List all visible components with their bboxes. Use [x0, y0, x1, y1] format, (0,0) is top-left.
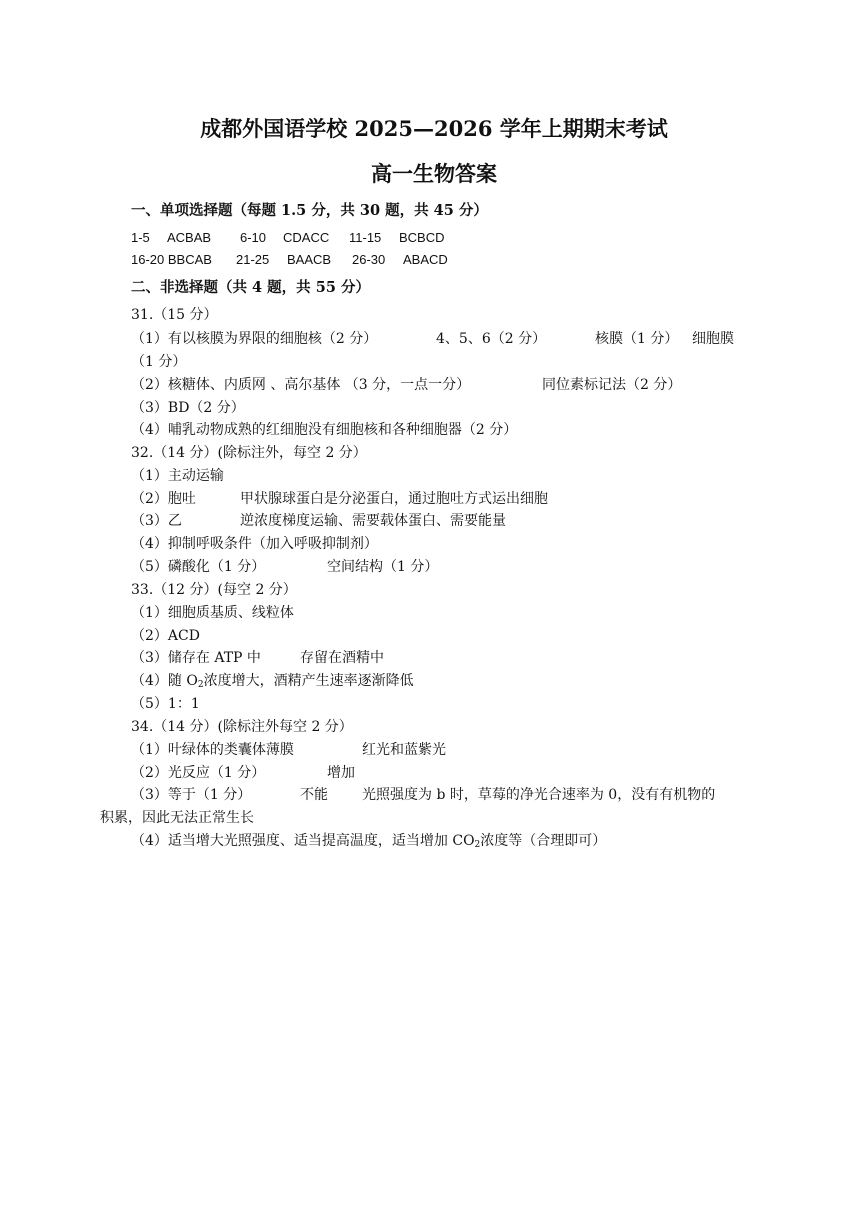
- mcq-range: 11-15: [349, 230, 382, 245]
- subscript-2: 2: [474, 840, 481, 850]
- q31-answer-1c: 核膜（1 分）: [595, 331, 679, 347]
- q33-answer-3: （3）储存在 ATP 中: [131, 650, 261, 666]
- q31-answer-1: （1）有以核膜为界限的细胞核（2 分）: [131, 331, 378, 347]
- subscript-2: 2: [197, 680, 204, 690]
- q31-answer-3: （3）BD（2 分）: [131, 400, 245, 416]
- mcq-answers: ABACD: [403, 252, 448, 267]
- mcq-range: 16-20 BBCAB: [131, 252, 212, 267]
- mcq-range: 6-10: [240, 230, 267, 245]
- q32-answer-2b: 甲状腺球蛋白是分泌蛋白，通过胞吐方式运出细胞: [240, 491, 548, 507]
- q34-answer-4-post: 浓度等（合理即可）: [480, 833, 607, 849]
- q33-answer-4-pre: （4）随 O: [131, 673, 198, 689]
- q34-answer-3b: 不能: [300, 787, 328, 803]
- q31-answer-1e: （1 分）: [131, 354, 187, 370]
- q31-answer-2b: 同位素标记法（2 分）: [542, 377, 682, 393]
- mcq-range: 21-25: [236, 252, 270, 267]
- exam-title: 成都外国语学校 2025—2026 学年上期期末考试: [200, 116, 668, 141]
- q34-answer-2: （2）光反应（1 分）: [131, 765, 266, 781]
- q34-answer-3c: 光照强度为 b 时，草莓的净光合速率为 0，没有有机物的: [362, 787, 716, 803]
- q33-answer-5: （5）1：1: [131, 696, 200, 712]
- q32-answer-2: （2）胞吐: [131, 491, 196, 507]
- q32-answer-3b: 逆浓度梯度运输、需要载体蛋白、需要能量: [240, 513, 506, 529]
- mcq-range: 26-30: [352, 252, 386, 267]
- q32-heading: 32.（14 分）(除标注外，每空 2 分）: [131, 445, 367, 461]
- q31-answer-1d: 细胞膜: [692, 331, 734, 347]
- q32-answer-3: （3）乙: [131, 513, 182, 529]
- mcq-answers: CDACC: [283, 230, 330, 245]
- mcq-answers: ACBAB: [167, 230, 212, 245]
- answer-subtitle: 高一生物答案: [371, 161, 497, 186]
- q34-answer-4-pre: （4）适当增大光照强度、适当提高温度，适当增加 CO: [131, 833, 475, 849]
- q34-answer-2b: 增加: [327, 765, 355, 781]
- q31-answer-1b: 4、5、6（2 分）: [436, 331, 547, 347]
- q34-answer-4: [131, 832, 606, 850]
- q34-answer-1b: 红光和蓝紫光: [362, 742, 446, 758]
- q33-answer-4: [131, 672, 414, 690]
- q31-answer-2: （2）核糖体、内质网 、高尔基体 （3 分，一点一分）: [131, 377, 471, 393]
- section2-heading: 二、非选择题（共 4 题，共 55 分）: [131, 279, 370, 296]
- q34-heading: 34.（14 分）(除标注外每空 2 分）: [131, 719, 353, 735]
- q33-answer-3b: 存留在酒精中: [300, 650, 384, 666]
- q32-answer-5: （5）磷酸化（1 分）: [131, 559, 266, 575]
- q32-answer-1: （1）主动运输: [131, 468, 224, 484]
- q34-answer-1: （1）叶绿体的类囊体薄膜: [131, 742, 294, 758]
- q31-answer-4: （4）哺乳动物成熟的红细胞没有细胞核和各种细胞器（2 分）: [131, 422, 518, 438]
- q31-heading: 31.（15 分）: [131, 307, 218, 323]
- q33-answer-2: （2）ACD: [131, 628, 200, 644]
- q32-answer-5b: 空间结构（1 分）: [327, 559, 439, 575]
- mcq-range: 1-5: [131, 230, 150, 245]
- mcq-answers: BAACB: [287, 252, 332, 267]
- q33-answer-1: （1）细胞质基质、线粒体: [131, 605, 294, 621]
- q33-heading: 33.（12 分）(每空 2 分）: [131, 582, 297, 598]
- q34-answer-3d: 积累，因此无法正常生长: [100, 810, 254, 826]
- section1-heading: 一、单项选择题（每题 1.5 分，共 30 题，共 45 分）: [131, 202, 488, 219]
- q33-answer-4-post: 浓度增大，酒精产生速率逐渐降低: [203, 673, 414, 689]
- q32-answer-4: （4）抑制呼吸条件（加入呼吸抑制剂）: [131, 536, 378, 552]
- mcq-answers: BCBCD: [399, 230, 445, 245]
- q34-answer-3: （3）等于（1 分）: [131, 787, 252, 803]
